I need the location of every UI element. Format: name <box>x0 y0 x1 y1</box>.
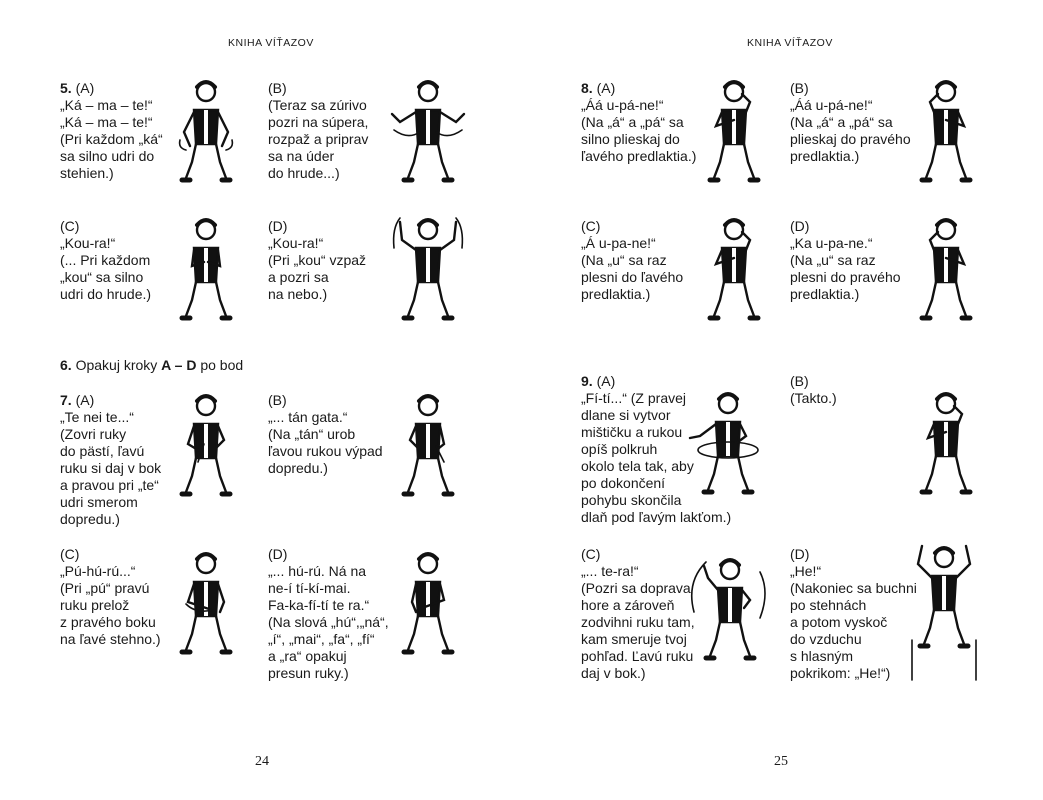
step-6-text-end: po bod <box>200 357 244 373</box>
step-text-line: „Fí-tí...“ (Z pravej <box>581 390 686 406</box>
step-text-line: pozri na súpera, <box>268 114 369 130</box>
step-text-line: „kou“ sa silno <box>60 269 144 285</box>
step-label: (D) <box>790 218 810 234</box>
step-text-line: sa silno udri do <box>60 148 155 164</box>
step-label: (A) <box>75 392 95 408</box>
step-text-line: ľavou rukou výpad <box>268 443 383 459</box>
step-text-line: „Áá u-pá-ne!“ <box>790 97 873 113</box>
step-text-line: dopredu.) <box>60 511 120 527</box>
dancer-figure-8c <box>694 212 774 330</box>
step-text-line: hore a zároveň <box>581 597 675 613</box>
dancer-figure-7b <box>388 388 468 506</box>
step-7c <box>60 546 161 648</box>
step-text-line: a pravou pri „te“ <box>60 477 159 493</box>
step-5d <box>268 218 366 303</box>
step-heading <box>581 546 695 563</box>
step-label: (A) <box>75 80 95 96</box>
step-text-line: (Pri „pú“ pravú <box>60 580 150 596</box>
step-text-line: „Kou-ra!“ <box>268 235 324 251</box>
step-text-line: mištičku a rukou <box>581 424 683 440</box>
dancer-icon <box>166 546 246 664</box>
page-number-right: 25 <box>774 754 788 769</box>
step-number: 9. <box>581 373 593 389</box>
step-text-line: „... te-ra!“ <box>581 563 639 579</box>
step-8b <box>790 80 911 165</box>
step-text-line: pokrikom: „He!“) <box>790 665 891 681</box>
step-text-line: (Na slová „hú“,„ná“, <box>268 614 389 630</box>
step-number: 8. <box>581 80 593 96</box>
step-text-line: (Teraz sa zúrivo <box>268 97 367 113</box>
step-text-line: (Na „u“ sa raz <box>790 252 876 268</box>
step-text-line: do vzduchu <box>790 631 862 647</box>
step-label: (D) <box>268 546 288 562</box>
step-heading <box>790 373 837 390</box>
dancer-icon <box>688 386 768 504</box>
step-8d <box>790 218 901 303</box>
dancer-icon <box>904 540 984 690</box>
step-text-line: opíš polkruh <box>581 441 658 457</box>
step-text-line: z pravého boku <box>60 614 156 630</box>
step-5b <box>268 80 368 182</box>
page-header-left: KNIHA VÍŤAZOV <box>228 37 314 49</box>
step-text-line: (Pri „kou“ vzpaž <box>268 252 367 268</box>
step-text-line: (Pozri sa doprava <box>581 580 691 596</box>
step-label: (D) <box>790 546 810 562</box>
step-text-line: (Zovri ruky <box>60 426 127 442</box>
step-text-line: a „ra“ opakuj <box>268 648 347 664</box>
step-label: (A) <box>596 80 616 96</box>
step-9c <box>581 546 695 682</box>
step-heading <box>790 80 911 97</box>
step-heading <box>60 546 161 563</box>
step-text-line: (Na „u“ sa raz <box>581 252 667 268</box>
step-text-line: udri do hrude.) <box>60 286 152 302</box>
dancer-icon <box>166 212 246 330</box>
dancer-icon <box>906 212 986 330</box>
step-6-range: A – D <box>161 357 197 373</box>
step-text-line: rozpaž a priprav <box>268 131 369 147</box>
step-text-line: (Na „tán“ urob <box>268 426 356 442</box>
step-number: 5. <box>60 80 72 96</box>
page-number-left: 24 <box>255 754 269 769</box>
step-text-line: predlaktia.) <box>790 286 860 302</box>
step-text-line: daj v bok.) <box>581 665 646 681</box>
step-text-line: „Áá u-pá-ne!“ <box>581 97 664 113</box>
step-label: (B) <box>790 80 809 96</box>
step-heading <box>60 392 161 409</box>
step-text-line: do pästí, ľavú <box>60 443 145 459</box>
step-heading <box>790 218 901 235</box>
page-header-right: KNIHA VÍŤAZOV <box>747 37 833 49</box>
step-text-line: dopredu.) <box>268 460 328 476</box>
step-text-line: na nebo.) <box>268 286 328 302</box>
dancer-figure-5c <box>166 212 246 330</box>
dancer-figure-7a <box>166 388 246 506</box>
dancer-icon <box>388 388 468 506</box>
dancer-icon <box>906 386 986 504</box>
dancer-icon <box>388 74 468 192</box>
step-6-number: 6. <box>60 357 72 373</box>
step-text-line: stehien.) <box>60 165 114 181</box>
step-text-line: (Pri každom „ká“ <box>60 131 163 147</box>
step-8a <box>581 80 696 165</box>
step-7a <box>60 392 161 528</box>
step-text-line: ľavého predlaktia.) <box>581 148 697 164</box>
step-text-line: (... Pri každom <box>60 252 151 268</box>
dancer-figure-8d <box>906 212 986 330</box>
step-label: (C) <box>581 546 601 562</box>
step-text-line: po stehnách <box>790 597 867 613</box>
dancer-figure-5d <box>388 212 468 330</box>
step-text-line: dlane si vytvor <box>581 407 671 423</box>
step-text-line: a potom vyskoč <box>790 614 888 630</box>
step-text-line: sa na úder <box>268 148 335 164</box>
dancer-figure-8b <box>906 74 986 192</box>
step-text-line: silno plieskaj do <box>581 131 680 147</box>
step-text-line: zodvihni ruku tam, <box>581 614 695 630</box>
step-text-line: ruku prelož <box>60 597 130 613</box>
step-heading <box>268 392 383 409</box>
step-label: (B) <box>268 392 287 408</box>
step-text-line: udri smerom <box>60 494 138 510</box>
step-text-line: plesni do ľavého <box>581 269 684 285</box>
step-heading <box>581 80 696 97</box>
step-heading <box>268 546 389 563</box>
dancer-figure-5b <box>388 74 468 192</box>
dancer-figure-9b <box>906 386 986 504</box>
dancer-icon <box>906 74 986 192</box>
step-text-line: „í“, „mai“, „fa“, „fí“ <box>268 631 375 647</box>
step-text-line: „... tán gata.“ <box>268 409 348 425</box>
step-text-line: presun ruky.) <box>268 665 349 681</box>
dancer-figure-7d <box>388 546 468 664</box>
step-9d <box>790 546 917 682</box>
step-9b <box>790 373 837 407</box>
step-text-line: Fa-ka-fí-tí te ra.“ <box>268 597 370 613</box>
step-text-line: „Ká – ma – te!“ <box>60 114 153 130</box>
step-text-line: plieskaj do pravého <box>790 131 911 147</box>
step-text-line: po dokončení <box>581 475 666 491</box>
dancer-figure-5a <box>166 74 246 192</box>
step-text-line: (Na „á“ a „pá“ sa <box>581 114 684 130</box>
step-heading <box>268 218 366 235</box>
step-5c <box>60 218 151 303</box>
step-6 <box>60 357 243 374</box>
step-label: (C) <box>60 218 80 234</box>
step-8c <box>581 218 683 303</box>
step-heading <box>60 80 163 97</box>
step-text-line: (Takto.) <box>790 390 837 406</box>
dancer-icon <box>388 212 468 330</box>
step-text-line: „Ka u-pa-ne.“ <box>790 235 873 251</box>
step-text-line: ne-í tí-kí-mai. <box>268 580 351 596</box>
step-text-line: na ľavé stehno.) <box>60 631 161 647</box>
step-5a <box>60 80 163 182</box>
dancer-figure-9d <box>904 540 984 690</box>
step-text-line: „Te nei te...“ <box>60 409 134 425</box>
dancer-icon <box>694 74 774 192</box>
step-text-line: s hlasným <box>790 648 854 664</box>
step-text-line: „Á u-pa-ne!“ <box>581 235 656 251</box>
step-text-line: okolo tela tak, aby <box>581 458 694 474</box>
dancer-icon <box>690 552 770 670</box>
step-text-line: „... hú-rú. Ná na <box>268 563 367 579</box>
step-heading <box>60 218 151 235</box>
step-text-line: a pozri sa <box>268 269 329 285</box>
step-heading <box>581 218 683 235</box>
step-text-line: predlaktia.) <box>581 286 651 302</box>
dancer-icon <box>166 74 246 192</box>
dancer-icon <box>166 388 246 506</box>
step-7d <box>268 546 389 682</box>
step-text-line: ruku si daj v bok <box>60 460 162 476</box>
step-7b <box>268 392 383 477</box>
dancer-figure-7c <box>166 546 246 664</box>
step-6-text: Opakuj kroky <box>75 357 158 373</box>
step-number: 7. <box>60 392 72 408</box>
step-text-line: „Pú-hú-rú...“ <box>60 563 136 579</box>
step-label: (C) <box>581 218 601 234</box>
step-text-line: „Ká – ma – te!“ <box>60 97 153 113</box>
dancer-figure-9a <box>688 386 768 504</box>
dancer-figure-8a <box>694 74 774 192</box>
step-label: (B) <box>268 80 287 96</box>
step-text-line: predlaktia.) <box>790 148 860 164</box>
step-text-line: (Na „á“ a „pá“ sa <box>790 114 893 130</box>
step-text-line: „Kou-ra!“ <box>60 235 116 251</box>
step-heading <box>790 546 917 563</box>
step-text-line: (Nakoniec sa buchni <box>790 580 917 596</box>
step-label: (B) <box>790 373 809 389</box>
dancer-icon <box>694 212 774 330</box>
step-text-line: pohľad. Ľavú ruku <box>581 648 694 664</box>
step-text-line: pohybu skončila <box>581 492 682 508</box>
dancer-figure-9c <box>690 552 770 670</box>
step-text-line: dlaň pod ľavým lakťom.) <box>581 509 732 525</box>
step-text-line: plesni do pravého <box>790 269 901 285</box>
step-label: (C) <box>60 546 80 562</box>
step-text-line: kam smeruje tvoj <box>581 631 687 647</box>
step-label: (A) <box>596 373 616 389</box>
step-heading <box>268 80 368 97</box>
step-text-line: „He!“ <box>790 563 822 579</box>
dancer-icon <box>388 546 468 664</box>
step-label: (D) <box>268 218 288 234</box>
step-text-line: do hrude...) <box>268 165 340 181</box>
